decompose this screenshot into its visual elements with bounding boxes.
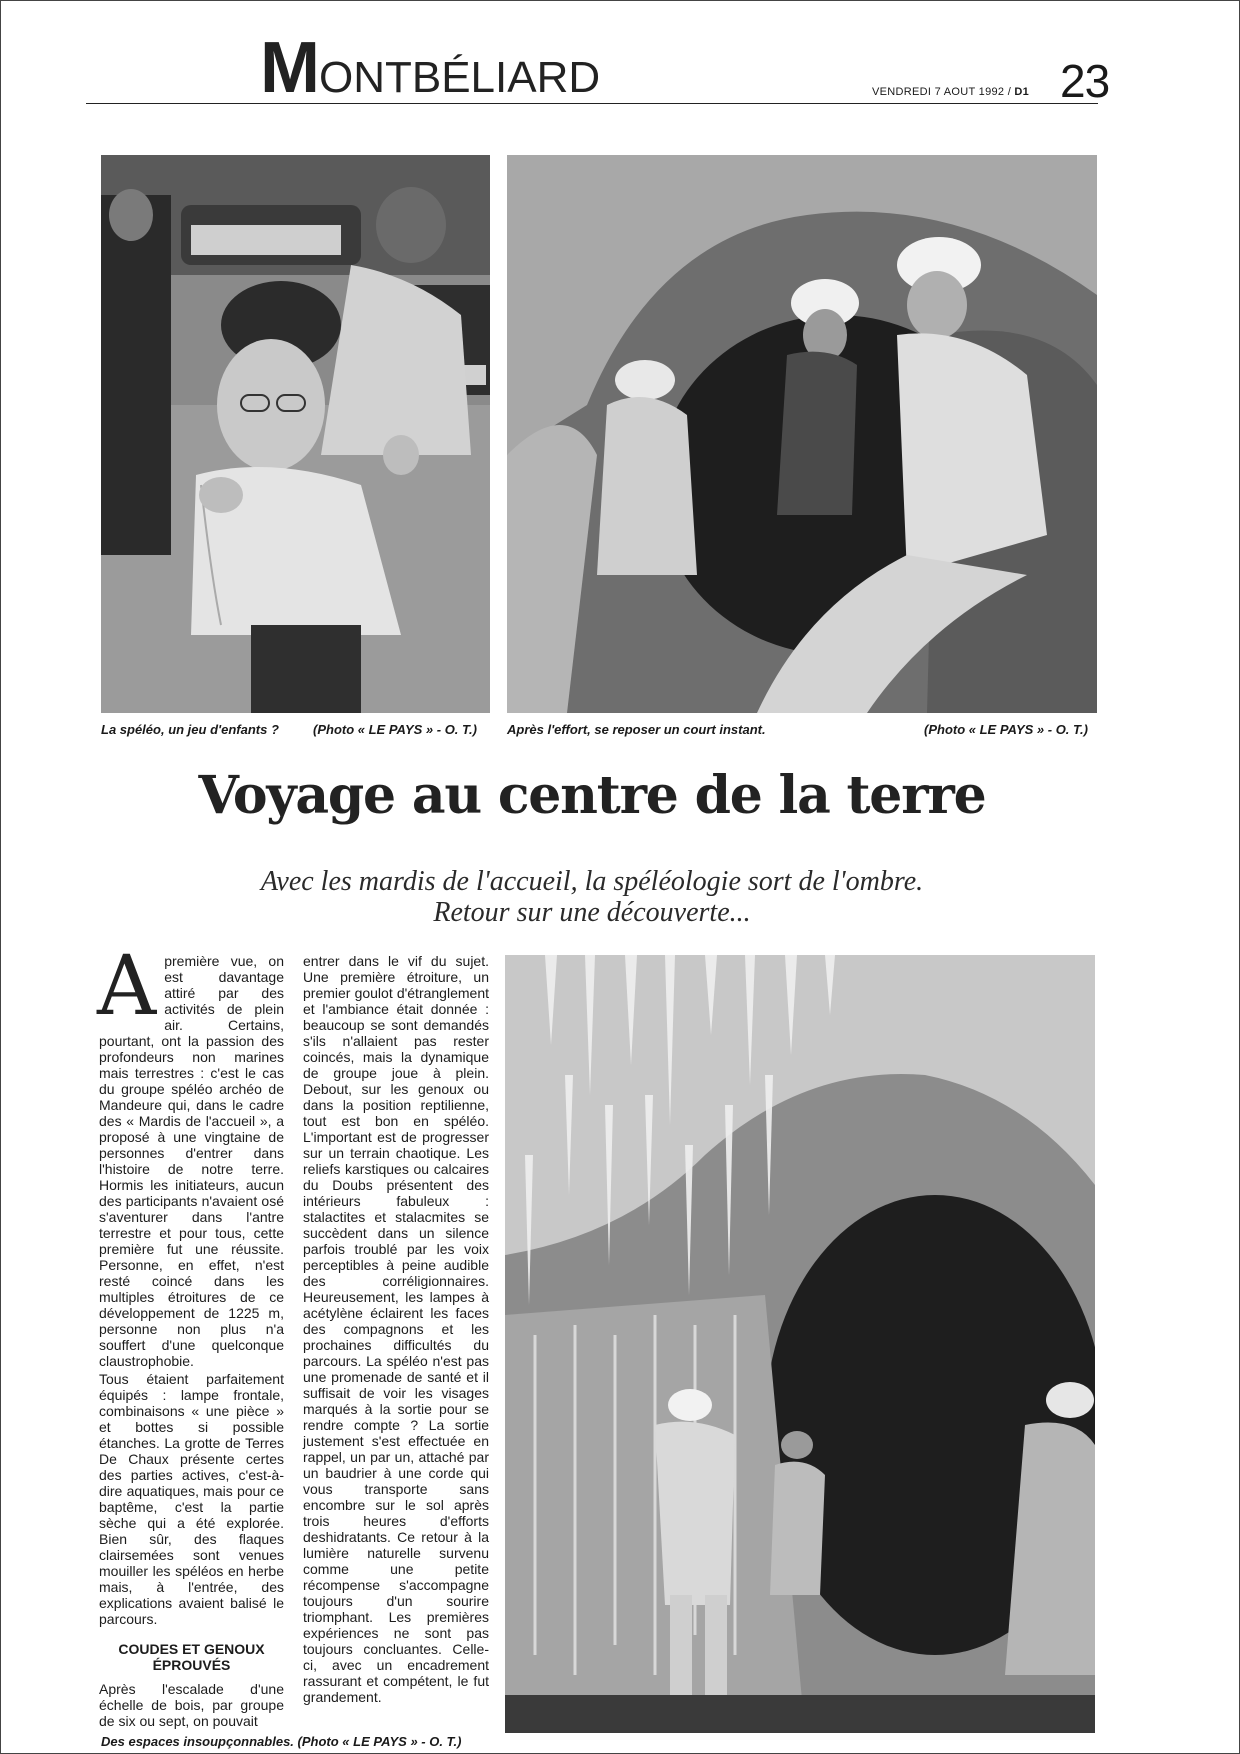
issue-date: VENDREDI 7 AOUT 1992 / <box>872 86 1012 98</box>
paragraph-3: Après l'escalade d'une échelle de bois, par groupe de six ou sept, on pouvait <box>99 1681 284 1729</box>
paragraph-1 <box>97 939 284 1369</box>
caption-stalactites-credit: (Photo « LE PAYS » - O. T.) <box>297 1734 462 1749</box>
subtitle-line-2: ÉPROUVÉS <box>152 1657 231 1673</box>
section-subtitle <box>99 1641 284 1673</box>
caption-stalactites-text: Des espaces insoupçonnables. <box>101 1734 294 1749</box>
paragraph-1-text: première vue, on est davantage attiré par des activités de plein air. Certains, pourtant, ont la passion des profondeurs non marines mais terrestres : c'est le cas du groupe spéléo archéo de Mandeure qui, dans le cadre des « Mardis de l'accueil », a proposé à une vingtaine de personnes d'entrer dans l'histoire de notre terre. Hormis les initiateurs, aucun des participants n'avaient osé s'aventurer dans l'antre terrestre et pour tous, cette première fut une réussite. Personne, en effet, n'est resté coincé dans les multiples étroitures de ce développement de 1225 m, personne non plus n'a souffert d'une quelconque claustrophobie. <box>99 953 284 1369</box>
photo-cavers-resting <box>507 155 1097 713</box>
article-headline: Voyage au centre de la terre <box>198 765 986 826</box>
section-rest: ONTBÉLIARD <box>318 53 601 102</box>
dateline <box>872 86 1029 98</box>
section-name <box>260 28 601 108</box>
photo-stalactite-cavern <box>505 955 1095 1733</box>
article-column-1 <box>97 939 284 1731</box>
subtitle-line-1: COUDES ET GENOUX <box>118 1641 265 1657</box>
caption-child-credit: (Photo « LE PAYS » - O. T.) <box>313 722 477 737</box>
edition-code: D1 <box>1014 86 1030 98</box>
page-number: 23 <box>1060 55 1110 107</box>
paragraph-2: Tous étaient parfaitement équipés : lampe frontale, combinaisons « une pièce » et bottes si possible étanches. La grotte de Terres De Chaux présente certes des parties actives, c'est-à-dire aquatiques, mais pour ce baptême, c'est la partie sèche qui a été explorée. Bien sûr, des flaques clairsemées sont venues mouiller les spéléos en herbe mais, à l'entrée, des explications avaient balisé le parcours. <box>99 1371 284 1627</box>
article-subhead <box>86 866 1098 928</box>
caption-cave: Après l'effort, se reposer un court instant. <box>507 722 766 737</box>
section-initial: M <box>260 28 319 108</box>
subhead-line-2: Retour sur une découverte... <box>433 897 751 928</box>
subhead-line-1: Avec les mardis de l'accueil, la spéléologie sort de l'ombre. <box>260 866 924 897</box>
caption-stalactites <box>101 1734 461 1749</box>
drop-cap: A <box>97 939 157 1034</box>
paragraph-4: entrer dans le vif du sujet. Une première étroiture, un premier goulot d'étranglement et l'ambiance était donnée : beaucoup se sont demandés s'ils n'allaient pas rester coincés, mais la dynamique de groupe joue à plein. Debout, sur les genoux ou dans la position reptilienne, tout est bon en spéléo. L'important est de progresser sur un terrain chaotique. Les reliefs karstiques ou calcaires du Doubs présentent des intérieurs fabuleux : stalactites et stalacmites se succèdent dans un silence parfois troublé par les voix perceptibles à peine audible des corréligionnaires. Heureusement, les lampes à acétylène éclairent les faces des compagnons et les prochaines difficultés du parcours. La spéléo n'est pas une promenade de santé et il suffisait de voir les visages marqués à la sortie pour se rendre compte ? La sortie justement s'est effectuée en rappel, un par un, attaché par un baudrier à une corde qui vous transporte sans encombre sur le sol après trois heures d'efforts deshidratants. Ce retour à la lumière naturelle survenu comme une petite récompense s'accompagne toujours d'un sourire triomphant. Les premières expériences ne sont pas toujours concluantes. Celle-ci, avec un encadrement rassurant et compétent, le fut grandement. <box>303 953 489 1705</box>
article-column-2 <box>303 953 489 1707</box>
masthead <box>86 28 1110 108</box>
caption-child: La spéléo, un jeu d'enfants ? <box>101 722 279 737</box>
caption-cave-credit: (Photo « LE PAYS » - O. T.) <box>924 722 1088 737</box>
photo-child-with-helmet <box>101 155 490 713</box>
